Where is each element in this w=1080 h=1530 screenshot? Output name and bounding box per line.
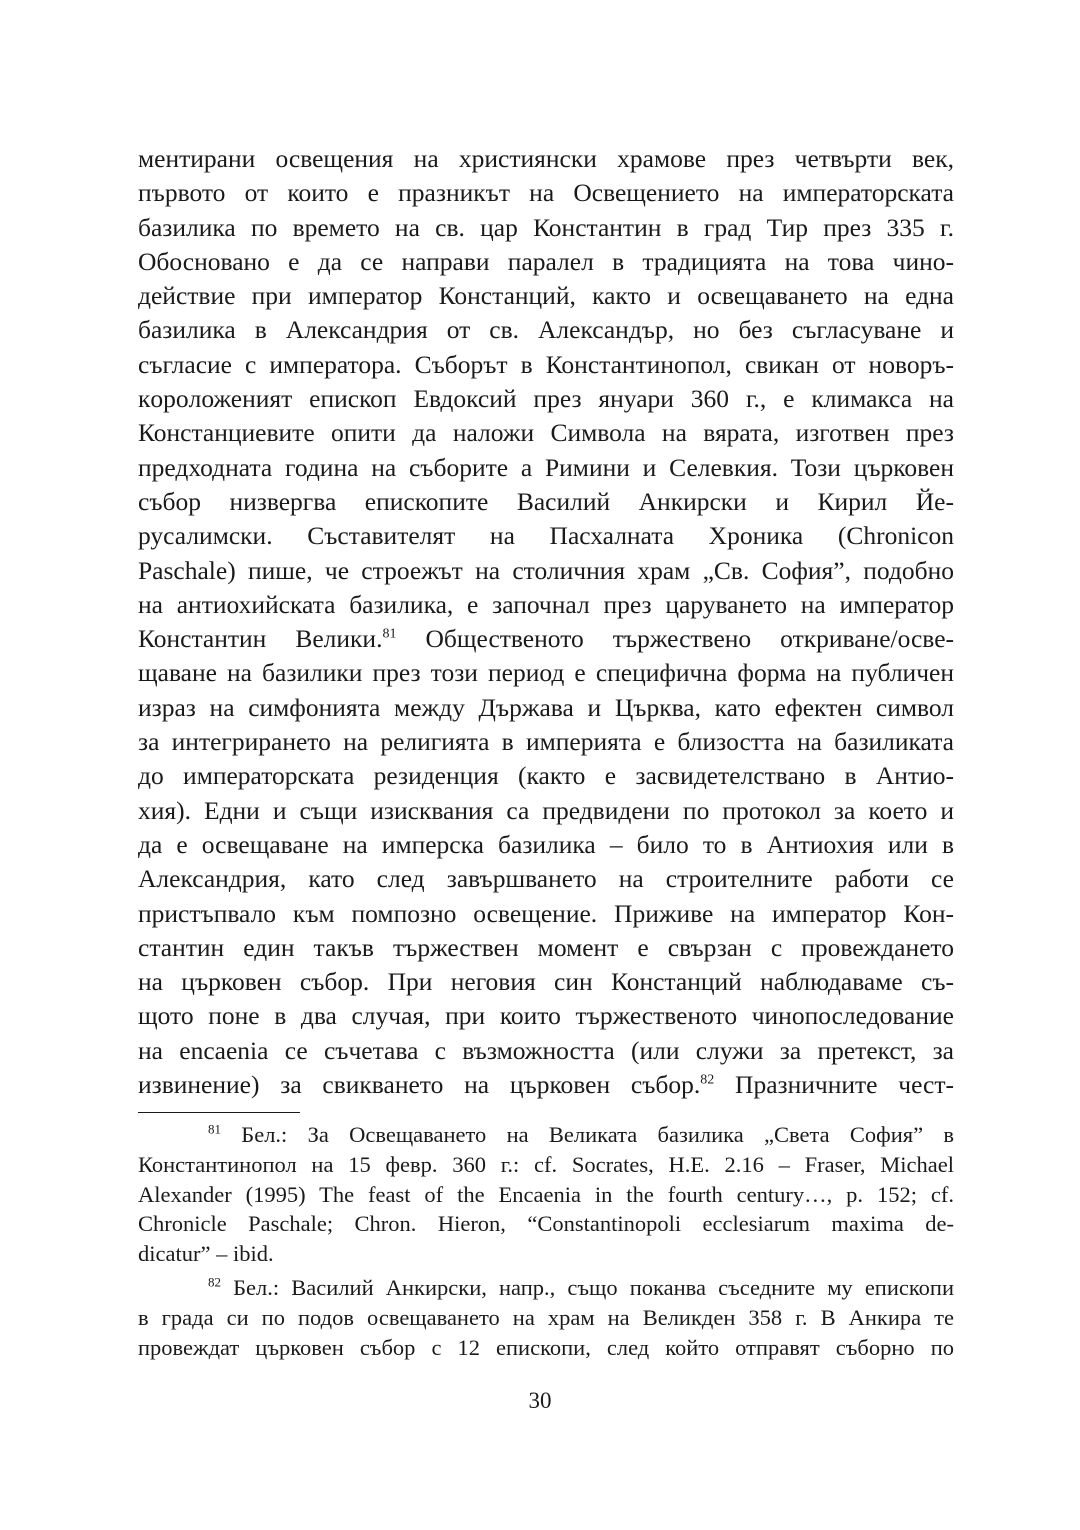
text-line: щаване на базилики през този период е специфична форма на публичен: [138, 658, 954, 688]
text-line: действие при император Констанций, както и освещаването на една: [138, 281, 954, 311]
text-line: първото от които е празникът на Освещението на императорската: [138, 178, 954, 208]
footnote-separator: [138, 1112, 300, 1113]
main-text: [138, 142, 954, 1102]
text-line: ментирани освещения на християнски храмове през четвърти век,: [138, 144, 954, 173]
text-segment: извинение) за свикването на църковен събор.: [138, 1070, 701, 1100]
text-segment: Бел.: Василий Анкирски, напр., също поканва съседните му епископи: [221, 1274, 954, 1300]
footnotes: [138, 1120, 954, 1362]
text-line: Александрия, като след завършването на строителните работи се: [138, 864, 954, 894]
text-line: русалимски. Съставителят на Пасхалната Хроника (Chronicon: [138, 521, 954, 551]
text-line: за интегрирането на религията в империята е близостта на базиликата: [138, 727, 954, 757]
text-line: щото поне в два случая, при които тържественото чинопоследование: [138, 1001, 954, 1031]
text-segment: Константин Велики.: [138, 624, 383, 654]
text-line: хия). Едни и същи изисквания са предвидени по протокол за което и: [138, 795, 954, 825]
text-line: Обосновано е да се направи паралел в традицията на това чино-: [138, 246, 954, 276]
text-line: кopoложеният епископ Евдоксий през януари 360 г., е климакса на: [138, 384, 954, 414]
footnote-line: Константинопол на 15 февр. 360 г.: cf. Socrates, H.E. 2.16 – Fraser, Michael: [138, 1151, 954, 1177]
footnote-line: dicatur” – ibid.: [138, 1241, 274, 1267]
text-segment: Общественото тържествено откриване/осве-: [396, 624, 955, 654]
page-number: 30: [528, 1388, 552, 1413]
footnote-ref-81[interactable]: 81: [382, 626, 397, 642]
text-line: стантин един такъв тържествен момент е свързан с провеждането: [138, 932, 954, 962]
text-line: съгласие с императора. Съборът в Константинопол, свикан от новоръ-: [138, 349, 954, 379]
text-line: на църковен събор. При неговия син Констанций наблюдаваме съ-: [138, 967, 954, 997]
footnote-ref-82[interactable]: 82: [700, 1072, 715, 1088]
footnote-line: провеждат църковен събор с 12 епископи, след който отправят съборно по: [138, 1334, 954, 1360]
text-line: на антиохийската базилика, е започнал през царуването на император: [138, 589, 954, 619]
footnote-line: [138, 1273, 954, 1303]
text-line: пристъпвало към помпозно освещение. Приживе на император Кон-: [138, 898, 954, 928]
text-line: до императорската резиденция (както е засвидетелствано в Антио-: [138, 761, 954, 791]
footnote-marker: 81: [208, 1121, 221, 1137]
text-line: събор низвергва епископите Василий Анкирски и Кирил Йе-: [138, 486, 954, 516]
text-line: базилика в Александрия от св. Александър, но без съгласуване и: [138, 315, 954, 345]
footnote-line: в града си по подов освещаването на храм на Великден 358 г. В Анкира те: [138, 1304, 954, 1330]
footnote-line: Chronicle Paschale; Chron. Hieron, “Constantinopoli ecclesiarum maxima de-: [138, 1211, 954, 1237]
text-line: на encaenia се съчетава с възможността (или служи за претекст, за: [138, 1035, 954, 1065]
footnote-line: [138, 1120, 954, 1150]
text-segment: Празничните чест-: [714, 1070, 954, 1100]
text-line: [138, 1068, 954, 1102]
text-line: Констанциевите опити да наложи Символа на вярата, изготвен през: [138, 418, 954, 448]
text-line: да е освещаване на имперска базилика – било то в Антиохия или в: [138, 829, 954, 859]
text-line: [138, 622, 954, 656]
text-line: Paschale) пише, че строежът на столичния храм „Св. София”, подобно: [138, 555, 954, 585]
text-line: предходната година на съборите а Римини и Селевкия. Този църковен: [138, 452, 954, 482]
footnote-82: [138, 1273, 954, 1362]
footnote-81: [138, 1120, 954, 1269]
footnote-line: Alexander (1995) The feast of the Encaenia in the fourth century…, p. 152; cf.: [138, 1181, 954, 1207]
footnote-marker: 82: [208, 1274, 221, 1290]
text-segment: Бел.: За Освещаването на Великата базилика „Света София” в: [221, 1122, 954, 1147]
text-line: базилика по времето на св. цар Константин в град Тир през 335 г.: [138, 212, 954, 242]
text-line: израз на симфонията между Държава и Църква, като ефектен символ: [138, 692, 954, 722]
